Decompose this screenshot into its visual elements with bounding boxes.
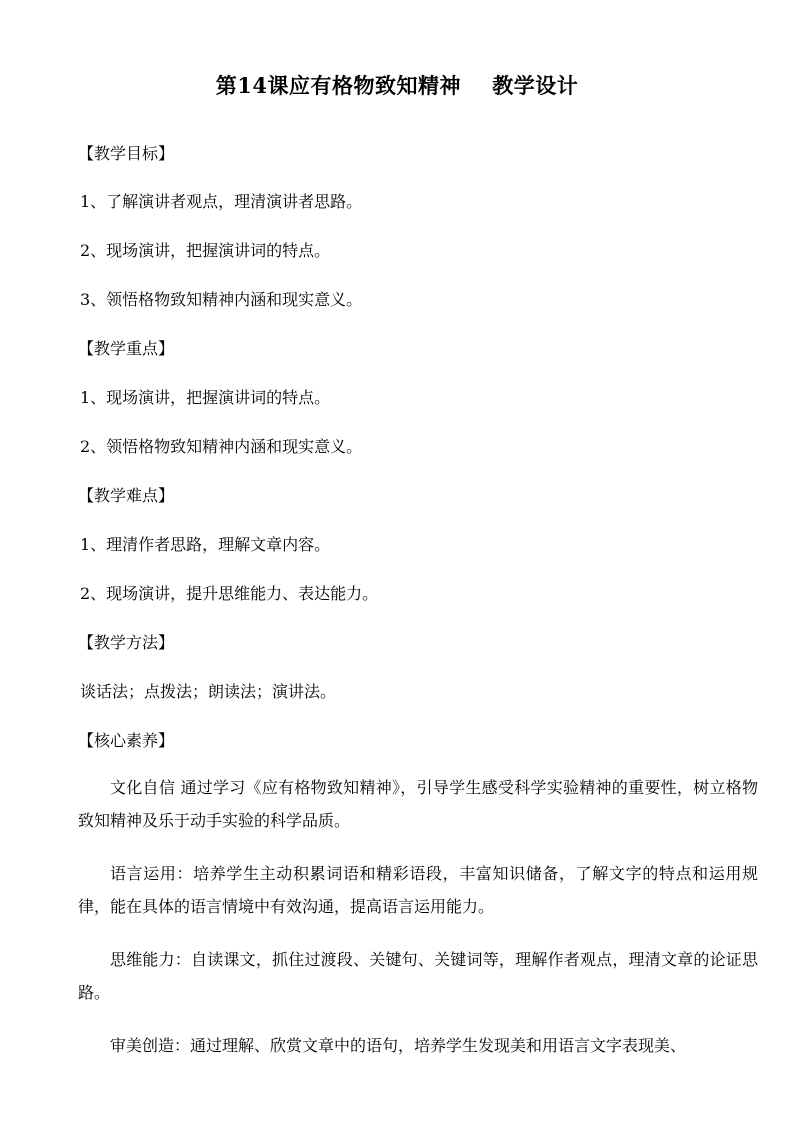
literacy-heading: 【核心素养】 [78,731,175,750]
difficulty-item-2: 2、现场演讲，提升思维能力、表达能力。 [80,584,379,603]
methods-text: 谈话法；点拨法；朗读法；演讲法。 [80,682,337,701]
difficulty-item-1: 1、理清作者思路，理解文章内容。 [80,535,331,554]
literacy-paragraph-aesthetics: 审美创造：通过理解、欣赏文章中的语句，培养学生发现美和用语言文字表现美、 [110,1036,687,1055]
objective-item-1: 1、了解演讲者观点，理清演讲者思路。 [80,192,363,211]
objectives-heading: 【教学目标】 [78,144,175,163]
key-point-item-2: 2、领悟格物致知精神内涵和现实意义。 [80,437,363,456]
difficulties-heading: 【教学难点】 [78,486,175,505]
key-points-heading: 【教学重点】 [78,339,175,358]
key-point-item-1: 1、现场演讲，把握演讲词的特点。 [80,388,331,407]
document-title: 第14课应有格物致知精神 教学设计 [215,73,579,98]
literacy-paragraph-language: 语言运用：培养学生主动积累词语和精彩语段，丰富知识储备，了解文字的特点和运用规律，能在具体的语言情境中有效沟通，提高语言运用能力。 [78,864,758,916]
objective-item-2: 2、现场演讲，把握演讲词的特点。 [80,241,331,260]
literacy-paragraph-culture: 文化自信 通过学习《应有格物致知精神》，引导学生感受科学实验精神的重要性，树立格物致知精神及乐于动手实验的科学品质。 [78,778,758,830]
literacy-paragraph-thinking: 思维能力：自读课文，抓住过渡段、关键句、关键词等，理解作者观点，理清文章的论证思路。 [78,950,758,1002]
objective-item-3: 3、领悟格物致知精神内涵和现实意义。 [80,290,363,309]
methods-heading: 【教学方法】 [78,633,175,652]
